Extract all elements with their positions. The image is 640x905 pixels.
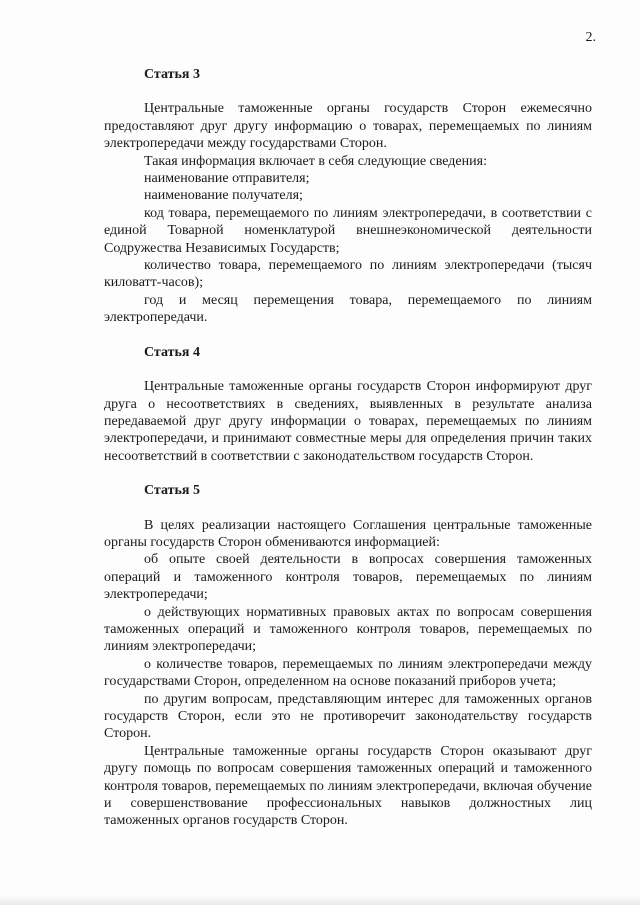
- paragraph: Такая информация включает в себя следующие сведения:: [144, 153, 487, 169]
- scan-edge-shadow: [0, 895, 640, 905]
- page-number: 2.: [585, 30, 596, 45]
- paragraph: о действующих нормативных правовых актах по вопросам совершения таможенных операций и таможенного контроля товаров, перемещаемых по линиям электропередачи;: [104, 604, 592, 655]
- paragraph: количество товара, перемещаемого по линиям электропередачи (тысяч киловатт-часов);: [104, 258, 592, 291]
- paragraph: об опыте своей деятельности в вопросах совершения таможенных операций и таможенного контроля товаров, перемещаемых по линиям электропередачи;: [104, 552, 592, 603]
- paragraph: Центральные таможенные органы государств Сторон информируют друг друга о несоответствиях в сведениях, выявленных в результате анализа передаваемой друг другу информации о товарах, перемещаемых по линиям электропередачи, и принимают совместные меры для определения причин таких несоответствий в соответствии с законодательством государств Сторон.: [104, 379, 592, 464]
- paragraph: наименование получателя;: [144, 188, 303, 204]
- paragraph: год и месяц перемещения товара, перемещаемого по линиям электропередачи.: [104, 292, 592, 326]
- article-3-body: [104, 100, 592, 326]
- paragraph: Центральные таможенные органы государств Сторон оказывают друг другу помощь по вопросам совершения таможенных операций и таможенного контроля товаров, перемещаемых по линиям электропередачи, включая обучение и совершенствование профессиональных навыков должностных лиц таможенных органов государств Сторон.: [104, 743, 592, 829]
- article-3-heading: Статья 3: [144, 67, 200, 82]
- paragraph: код товара, перемещаемого по линиям электропередачи, в соответствии с единой Товарной номенклатурой внешнеэкономической деятельности Содружества Независимых Государств;: [104, 205, 592, 256]
- document-body: [104, 58, 592, 830]
- paragraph: о количестве товаров, перемещаемых по линиям электропередачи между государствами Сторон, определенном на основе показаний приборов учета;: [104, 656, 592, 690]
- article-4-heading: Статья 4: [144, 344, 200, 360]
- article-5-heading: Статья 5: [144, 483, 200, 499]
- paragraph: Центральные таможенные органы государств Сторон ежемесячно предоставляют друг другу информацию о товарах, перемещаемых по линиям электропередачи между государствами Сторон.: [104, 101, 592, 152]
- paragraph: по другим вопросам, представляющим интерес для таможенных органов государств Сторон, если это не противоречит законодательству государств Сторон.: [104, 691, 592, 742]
- paragraph: В целях реализации настоящего Соглашения центральные таможенные органы государств Сторон обмениваются информацией:: [104, 517, 592, 550]
- paragraph: наименование отправителя;: [144, 171, 310, 187]
- article-5-body: [104, 517, 592, 830]
- article-4-body: [104, 378, 592, 465]
